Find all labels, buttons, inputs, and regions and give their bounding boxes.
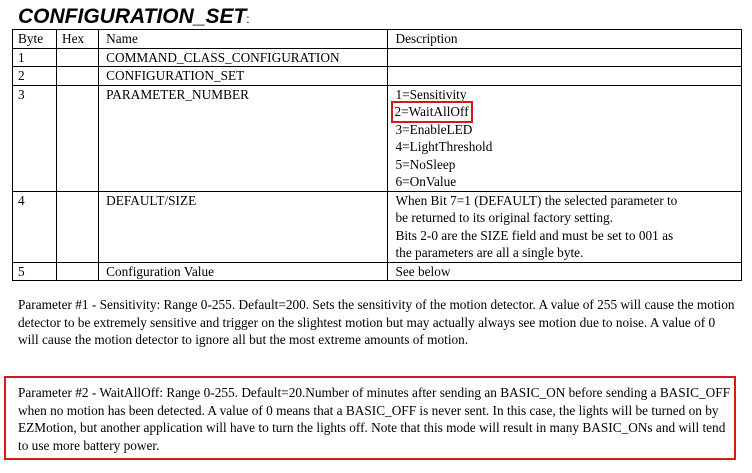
cell-name: PARAMETER_NUMBER bbox=[99, 85, 388, 191]
desc-line: be returned to its original factory setting. bbox=[395, 210, 613, 225]
cell-description bbox=[388, 48, 742, 67]
desc-line: When Bit 7=1 (DEFAULT) the selected parameter to bbox=[395, 192, 678, 208]
cell-hex bbox=[57, 191, 99, 262]
cell-hex bbox=[57, 262, 99, 281]
desc-line: the parameters are all a single byte. bbox=[395, 245, 584, 260]
desc-line: 6=OnValue bbox=[395, 174, 457, 189]
table-row bbox=[13, 191, 742, 262]
header-byte: Byte bbox=[13, 30, 57, 49]
parameter-2-paragraph: Parameter #2 - WaitAllOff: Range 0-255. Default=20.Number of minutes after sending an BASIC_ON before sending a BASIC_OFF when no motion has been detected. A value of 0 means that a BASIC_OFF is never sent. In this case, the lights will be turned on by EZMotion, but another application will have to turn the lights off. Note that this mode will result in many BASIC_ONs and will tend to use more battery power. bbox=[18, 385, 731, 453]
cell-byte: 2 bbox=[13, 67, 57, 86]
section-title bbox=[18, 6, 250, 30]
desc-line: 3=EnableLED bbox=[395, 121, 473, 137]
desc-line: 4=LightThreshold bbox=[395, 139, 493, 154]
header-description: Description bbox=[388, 30, 742, 49]
desc-line: 5=NoSleep bbox=[395, 156, 456, 172]
header-name: Name bbox=[99, 30, 388, 49]
highlighted-desc-line: 2=WaitAllOff bbox=[394, 104, 469, 119]
cell-byte: 3 bbox=[13, 85, 57, 191]
cell-hex bbox=[57, 67, 99, 86]
configuration-set-table bbox=[12, 29, 742, 281]
table-header-row bbox=[13, 30, 742, 49]
header-hex: Hex bbox=[57, 30, 99, 49]
section-title-text: CONFIGURATION_SET bbox=[18, 5, 247, 28]
desc-line: Bits 2-0 are the SIZE field and must be set to 001 as bbox=[395, 227, 674, 243]
cell-byte: 5 bbox=[13, 262, 57, 281]
cell-name: DEFAULT/SIZE bbox=[99, 191, 388, 262]
table-row bbox=[13, 262, 742, 281]
desc-line: See below bbox=[395, 263, 451, 279]
cell-description bbox=[388, 262, 742, 281]
cell-name: CONFIGURATION_SET bbox=[99, 67, 388, 86]
cell-description bbox=[388, 85, 742, 191]
cell-description bbox=[388, 67, 742, 86]
section-title-colon: : bbox=[246, 12, 250, 26]
table-row bbox=[13, 85, 742, 191]
cell-hex bbox=[57, 48, 99, 67]
cell-byte: 4 bbox=[13, 191, 57, 262]
parameter-1-paragraph: Parameter #1 - Sensitivity: Range 0-255. Default=200. Sets the sensitivity of the motion detector. A value of 255 will cause the motion detector to be extremely sensitive and trigger on the slightest motion but may actually always see motion due to noise. A value of 0 will cause the motion detector to ignore all but the most extreme amounts of motion. bbox=[18, 297, 735, 347]
desc-line: 1=Sensitivity bbox=[395, 86, 467, 102]
table-row bbox=[13, 67, 742, 86]
table-row bbox=[13, 48, 742, 67]
cell-hex bbox=[57, 85, 99, 191]
cell-byte: 1 bbox=[13, 48, 57, 67]
cell-name: Configuration Value bbox=[99, 262, 388, 281]
cell-description bbox=[388, 191, 742, 262]
cell-name: COMMAND_CLASS_CONFIGURATION bbox=[99, 48, 388, 67]
